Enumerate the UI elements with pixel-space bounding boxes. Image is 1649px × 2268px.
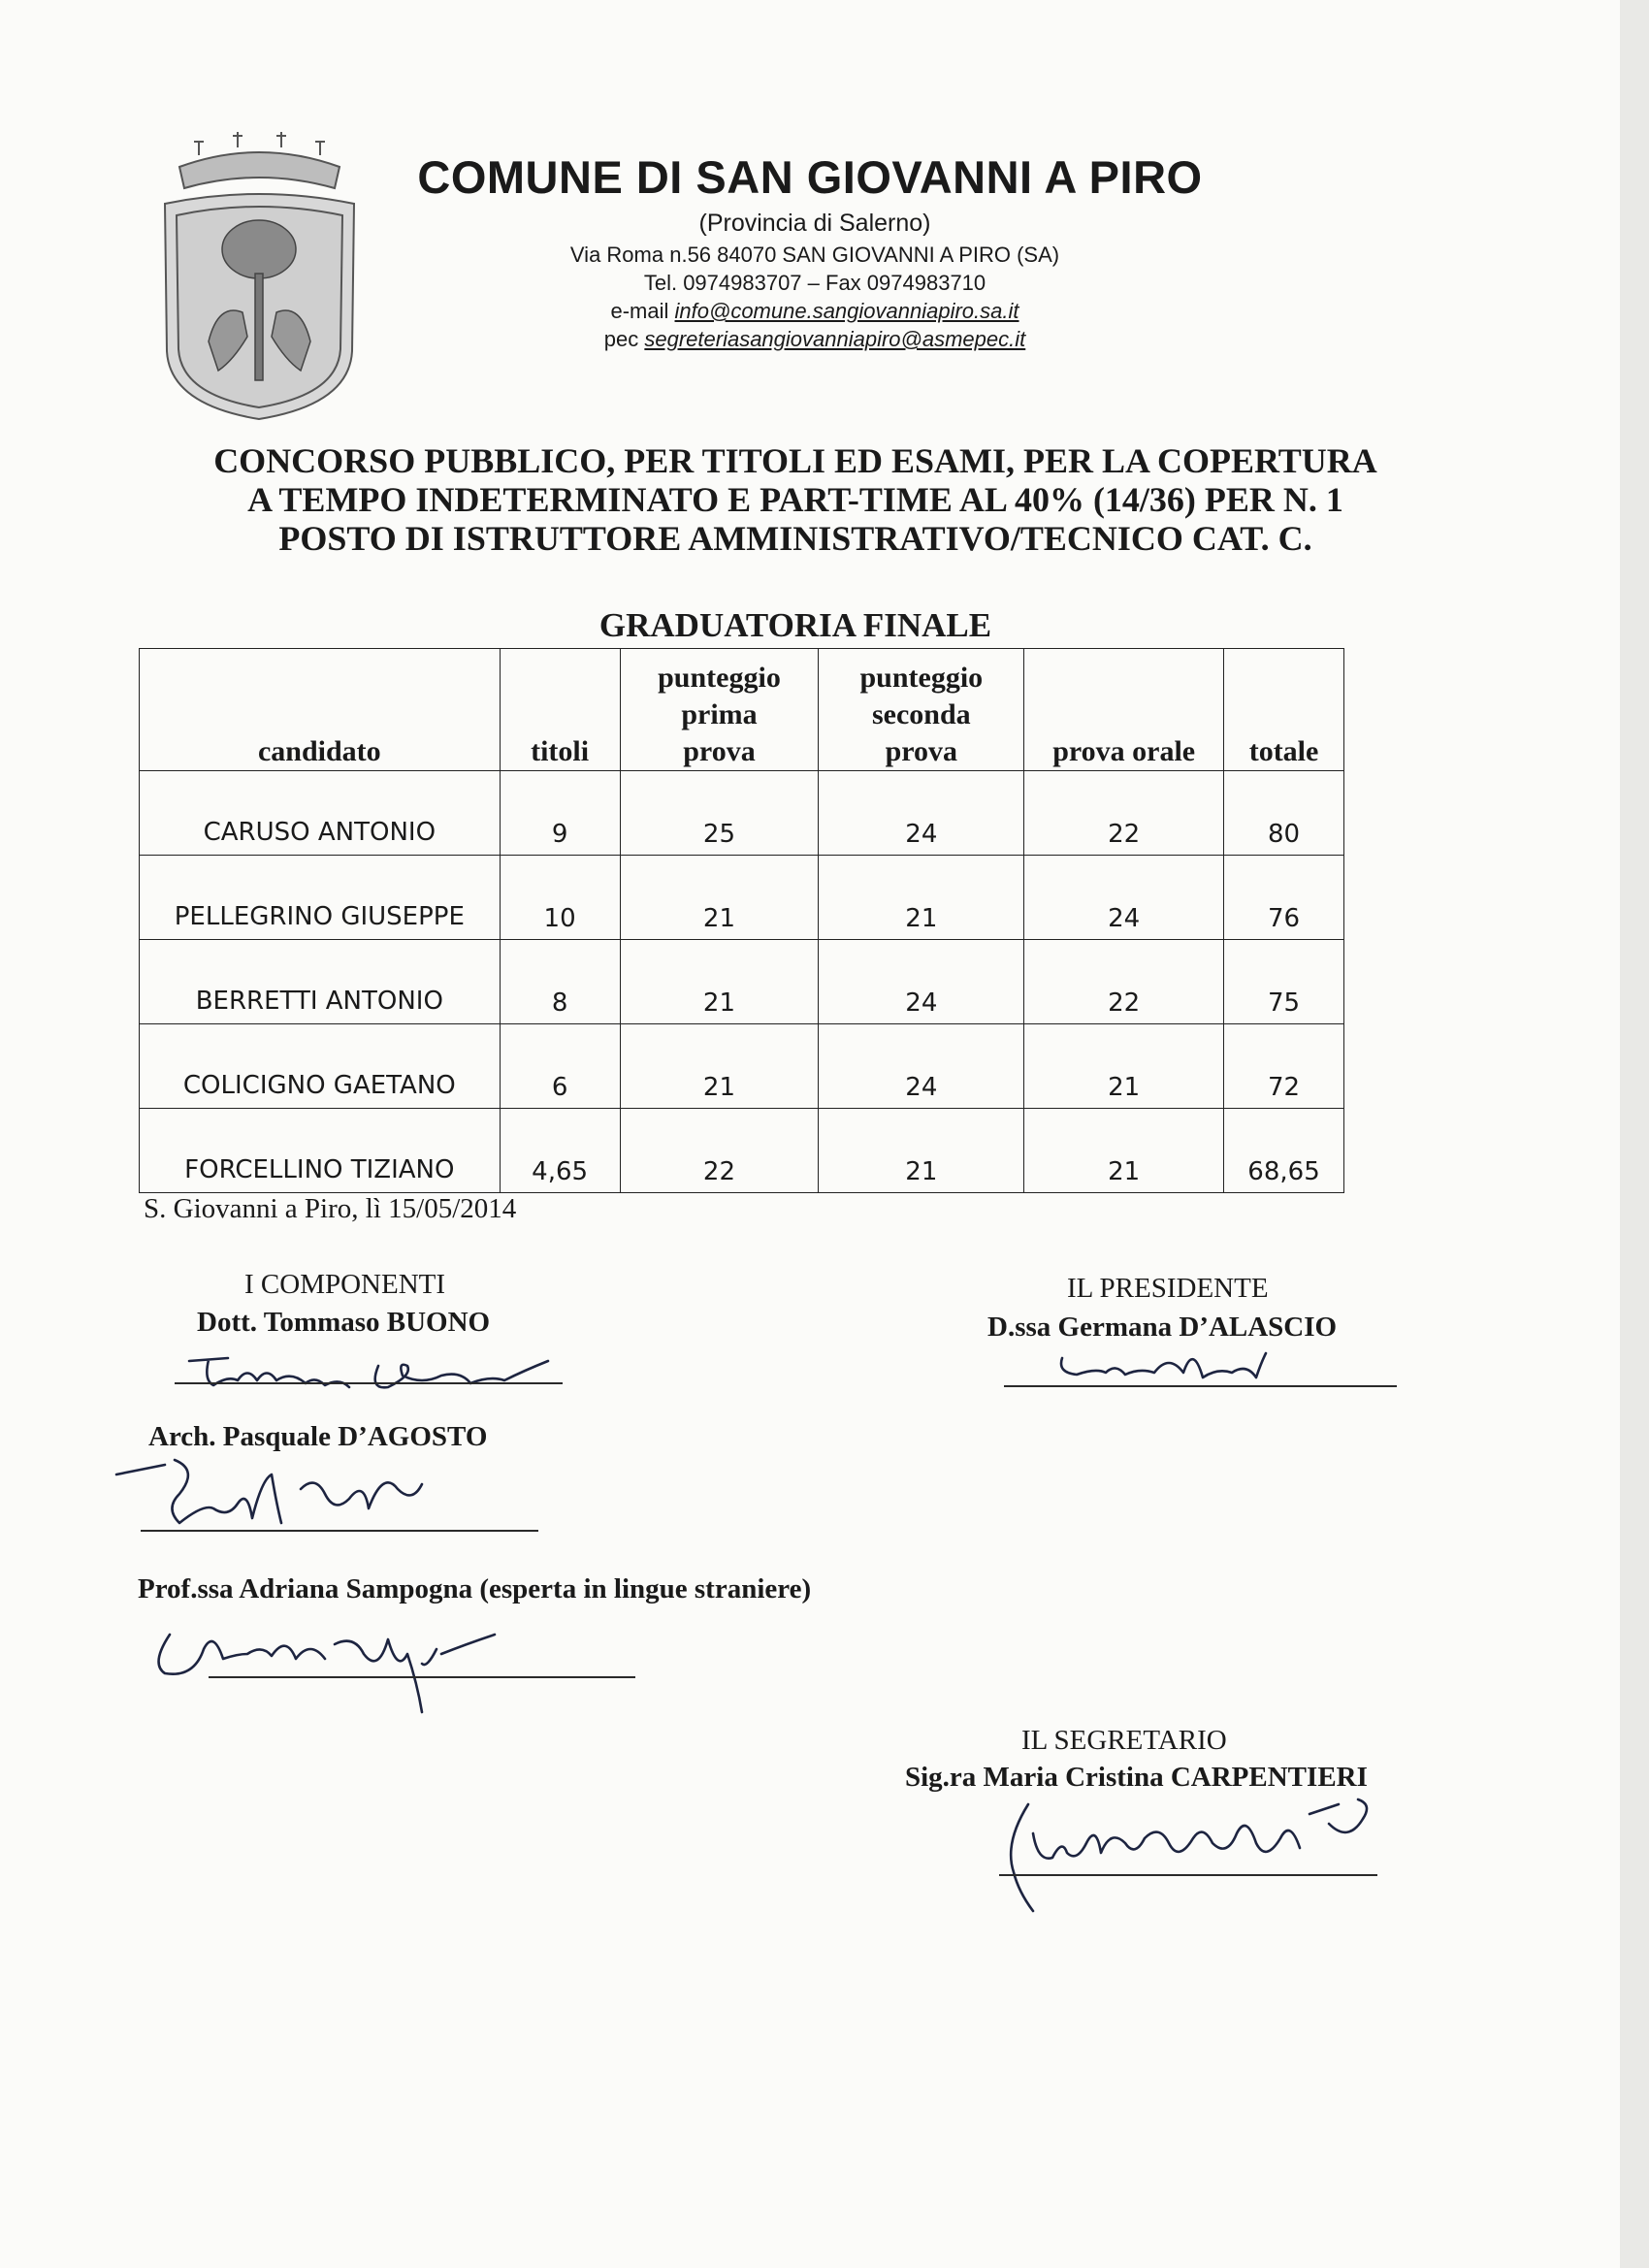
pec-label: pec (603, 327, 639, 351)
table-row (140, 856, 1344, 940)
member-3-name: Prof.ssa Adriana Sampogna (esperta in lingue straniere) (138, 1573, 812, 1604)
notice-heading (146, 441, 1445, 558)
column-header-second-test: punteggio seconda prova (819, 649, 1024, 771)
member-3-signature-line (209, 1676, 635, 1678)
candidate-name: COLICIGNO GAETANO (140, 1024, 501, 1109)
first-test-score: 21 (620, 1024, 819, 1109)
oral-test-score: 24 (1024, 856, 1224, 940)
total-score: 68,65 (1224, 1109, 1344, 1193)
total-score: 76 (1224, 856, 1344, 940)
column-header-total: totale (1224, 649, 1344, 771)
titles-score: 10 (500, 856, 620, 940)
org-address: Via Roma n.56 84070 SAN GIOVANNI A PIRO (SA) (569, 243, 1060, 267)
candidate-name: BERRETTI ANTONIO (140, 940, 501, 1024)
second-test-score: 24 (819, 771, 1024, 856)
heading-line-1: CONCORSO PUBBLICO, PER TITOLI ED ESAMI, PER LA COPERTURA (213, 441, 1377, 480)
total-score: 72 (1224, 1024, 1344, 1109)
table-row (140, 940, 1344, 1024)
table-header-row (140, 649, 1344, 771)
candidate-name: PELLEGRINO GIUSEPPE (140, 856, 501, 940)
org-name: COMUNE DI SAN GIOVANNI A PIRO (417, 151, 1203, 203)
pec-link[interactable]: segreteriasangiovanniapiro@asmepec.it (644, 327, 1026, 351)
first-test-score: 22 (620, 1109, 819, 1193)
first-test-score: 21 (620, 856, 819, 940)
candidate-name: FORCELLINO TIZIANO (140, 1109, 501, 1193)
second-test-score: 24 (819, 940, 1024, 1024)
oral-test-score: 22 (1024, 771, 1224, 856)
member-1-signature (170, 1337, 567, 1405)
president-signature (1048, 1334, 1280, 1392)
secretary-label: IL SEGRETARIO (1021, 1725, 1227, 1756)
total-score: 75 (1224, 940, 1344, 1024)
oral-test-score: 21 (1024, 1024, 1224, 1109)
org-pec-line (490, 327, 1140, 352)
column-header-titles: titoli (500, 649, 620, 771)
oral-test-score: 21 (1024, 1109, 1224, 1193)
table-row (140, 1024, 1344, 1109)
titles-score: 4,65 (500, 1109, 620, 1193)
org-phone: Tel. 0974983707 – Fax 0974983710 (643, 271, 986, 295)
table-title: GRADUATORIA FINALE (598, 606, 992, 644)
member-2-signature (107, 1450, 475, 1538)
components-label: I COMPONENTI (244, 1269, 446, 1300)
ranking-table (139, 648, 1344, 1193)
email-link[interactable]: info@comune.sangiovanniapiro.sa.it (674, 299, 1019, 323)
secretary-signature-line (999, 1874, 1377, 1876)
candidate-name: CARUSO ANTONIO (140, 771, 501, 856)
org-email-line (490, 299, 1140, 324)
secretary-signature (989, 1785, 1397, 1930)
column-header-candidate: candidato (140, 649, 501, 771)
president-name: D.ssa Germana D’ALASCIO (987, 1312, 1338, 1343)
coat-of-arms-emblem (150, 128, 369, 424)
second-test-score: 24 (819, 1024, 1024, 1109)
email-label: e-mail (610, 299, 669, 323)
first-test-score: 21 (620, 940, 819, 1024)
member-2-signature-line (141, 1530, 538, 1532)
table-row (140, 1109, 1344, 1193)
oral-test-score: 22 (1024, 940, 1224, 1024)
org-province: (Provincia di Salerno) (698, 210, 931, 237)
member-2-name: Arch. Pasquale D’AGOSTO (148, 1421, 488, 1452)
president-label: IL PRESIDENTE (1067, 1273, 1269, 1304)
column-header-first-test: punteggio prima prova (620, 649, 819, 771)
table-row (140, 771, 1344, 856)
heading-line-3: POSTO DI ISTRUTTORE AMMINISTRATIVO/TECNICO CAT. C. (278, 519, 1312, 558)
member-1-signature-line (175, 1382, 563, 1384)
second-test-score: 21 (819, 856, 1024, 940)
second-test-score: 21 (819, 1109, 1024, 1193)
first-test-score: 25 (620, 771, 819, 856)
titles-score: 8 (500, 940, 620, 1024)
total-score: 80 (1224, 771, 1344, 856)
place-and-date: S. Giovanni a Piro, lì 15/05/2014 (144, 1193, 517, 1224)
member-1-name: Dott. Tommaso BUONO (197, 1307, 491, 1338)
heading-line-2: A TEMPO INDETERMINATO E PART-TIME AL 40% (14/36) PER N. 1 (247, 480, 1343, 519)
titles-score: 6 (500, 1024, 620, 1109)
scan-edge (1620, 0, 1649, 2268)
column-header-oral-test: prova orale (1024, 649, 1224, 771)
titles-score: 9 (500, 771, 620, 856)
secretary-name: Sig.ra Maria Cristina CARPENTIERI (905, 1762, 1368, 1793)
president-signature-line (1004, 1385, 1397, 1387)
member-3-signature (146, 1605, 514, 1722)
